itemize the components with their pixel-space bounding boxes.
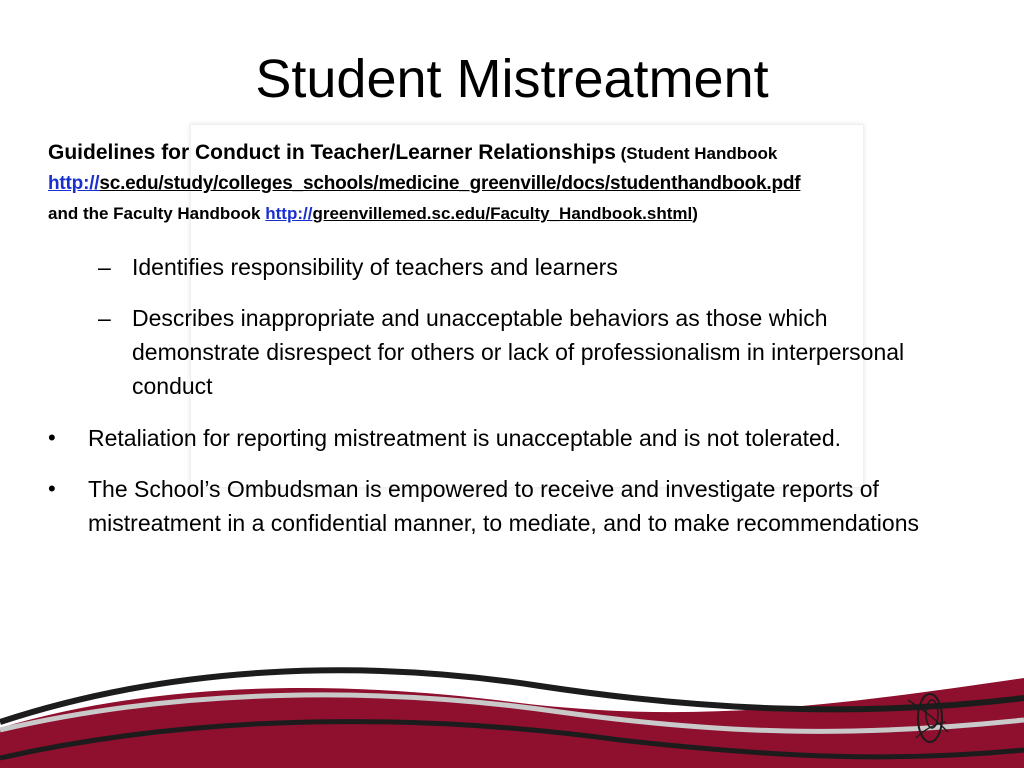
- bullet-retaliation: [48, 421, 978, 455]
- bullet-marker: •: [48, 476, 56, 501]
- guidelines-paragraph: [48, 138, 988, 229]
- bullet-text: The School’s Ombudsman is empowered to receive and investigate reports of mistreatment in a confidential manner, to mediate, and to make recommendations: [88, 476, 919, 536]
- link1-scheme[interactable]: http://: [48, 173, 100, 194]
- bullet-ombudsman: [48, 472, 978, 540]
- bullet-text: Retaliation for reporting mistreatment is unacceptable and is not tolerated.: [88, 425, 842, 451]
- footer-swoosh-banner: [0, 658, 1024, 768]
- link2-scheme[interactable]: http://: [265, 204, 313, 223]
- student-handbook-label: (Student Handbook: [615, 144, 778, 163]
- faculty-handbook-label: and the Faculty Handbook: [48, 204, 266, 223]
- sub-bullet-text: Identifies responsibility of teachers and learners: [132, 254, 618, 280]
- closing-paren: ): [692, 204, 698, 223]
- bullet-marker: •: [48, 425, 56, 450]
- guidelines-lead: Guidelines for Conduct in Teacher/Learner Relationships: [48, 141, 616, 164]
- link2-path[interactable]: greenvillemed.sc.edu/Faculty_Handbook.shtml: [312, 204, 693, 223]
- student-handbook-link[interactable]: [48, 169, 988, 199]
- dash-marker: –: [98, 254, 111, 280]
- sub-bullet-responsibility: [98, 250, 918, 284]
- sub-bullet-behaviors: [98, 301, 918, 403]
- sub-bullet-text: Describes inappropriate and unacceptable behaviors as those which demonstrate disrespect for others or lack of professionalism in interpersonal conduct: [132, 305, 905, 399]
- link1-path[interactable]: sc.edu/study/colleges_schools/medicine_greenville/docs/studenthandbook.pdf: [99, 173, 801, 194]
- dash-marker: –: [98, 305, 111, 331]
- slide-title: Student Mistreatment: [255, 49, 769, 109]
